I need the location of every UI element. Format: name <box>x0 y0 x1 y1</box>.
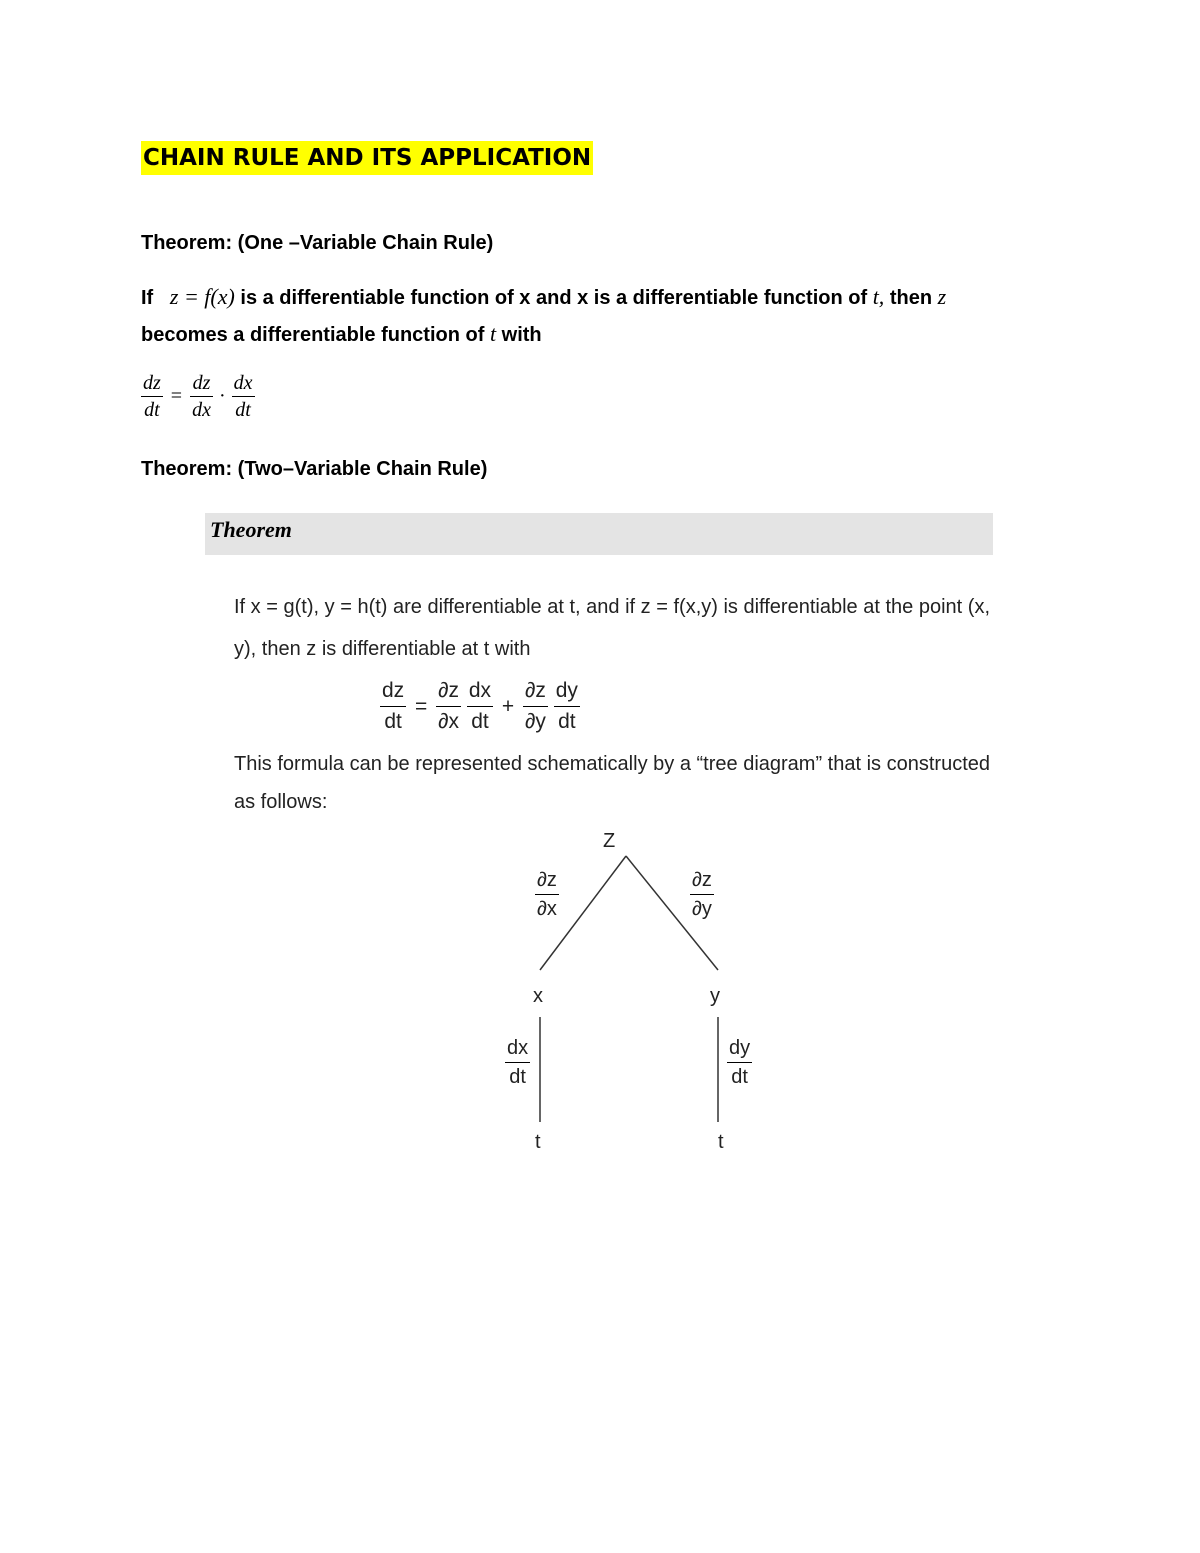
theorem2-statement: If x = g(t), y = h(t) are differentiable at t, and if z = f(x,y) is differentiable at the point (x, y), then z is differentiable at t with <box>234 596 990 660</box>
fraction: $\frac{dz}{dx}$ <box>192 372 211 421</box>
theorem1-heading: Theorem: (One –Variable Chain Rule) <box>141 232 494 254</box>
page-title: CHAIN RULE AND ITS APPLICATION <box>141 141 593 175</box>
theorem-box-title: Theorem <box>210 517 292 542</box>
one-variable-formula: $\frac{dz}{dt}$ = $\frac{dz}{dx}$ · $\frac{dx}{dt}$ <box>143 372 253 421</box>
theorem1-statement: If z = f(x) is a differentiable function of x and x is a differentiable function of t, then z becomes a differentiable function of t with <box>141 284 947 346</box>
tree-node-x: x <box>533 985 543 1007</box>
tree-node-y: y <box>710 985 720 1007</box>
fraction: $\frac{dx}{dt}$ <box>233 372 253 421</box>
fraction: $\frac{dz}{dt}$ <box>143 372 161 421</box>
fraction: $\frac{dy}{dt}$ <box>555 679 578 733</box>
fraction: $\frac{\partial z}{\partial x}$ <box>438 679 460 733</box>
function-equation: z = f(x) <box>169 284 235 309</box>
two-variable-formula: $\frac{dz}{dt}$ = $\frac{\partial z}{\partial x}$ $\frac{dx}{dt}$ + $\frac{\partial z}{\partial y}$ $\frac{dy}{dt}$ <box>380 676 580 737</box>
tree-left-branch-fraction: $\frac{\partial z}{\partial x}$ <box>537 869 557 920</box>
tree-right-stem-fraction: $\frac{dy}{dt}$ <box>729 1037 751 1088</box>
tree-leaf-right-t: t <box>718 1131 724 1153</box>
fraction: $\frac{\partial z}{\partial y}$ <box>525 679 546 733</box>
fraction: $\frac{dx}{dt}$ <box>468 679 492 733</box>
tree-leaf-left-t: t <box>535 1131 541 1153</box>
tree-right-branch-fraction: $\frac{\partial z}{\partial y}$ <box>692 869 712 920</box>
theorem2-heading: Theorem: (Two–Variable Chain Rule) <box>141 458 488 480</box>
fraction: $\frac{dz}{dt}$ <box>382 679 405 733</box>
tree-description: This formula can be represented schematically by a “tree diagram” that is constructed as follows: <box>234 753 990 813</box>
tree-root-label: Z <box>603 830 616 852</box>
tree-left-stem-fraction: $\frac{dx}{dt}$ <box>507 1037 529 1088</box>
